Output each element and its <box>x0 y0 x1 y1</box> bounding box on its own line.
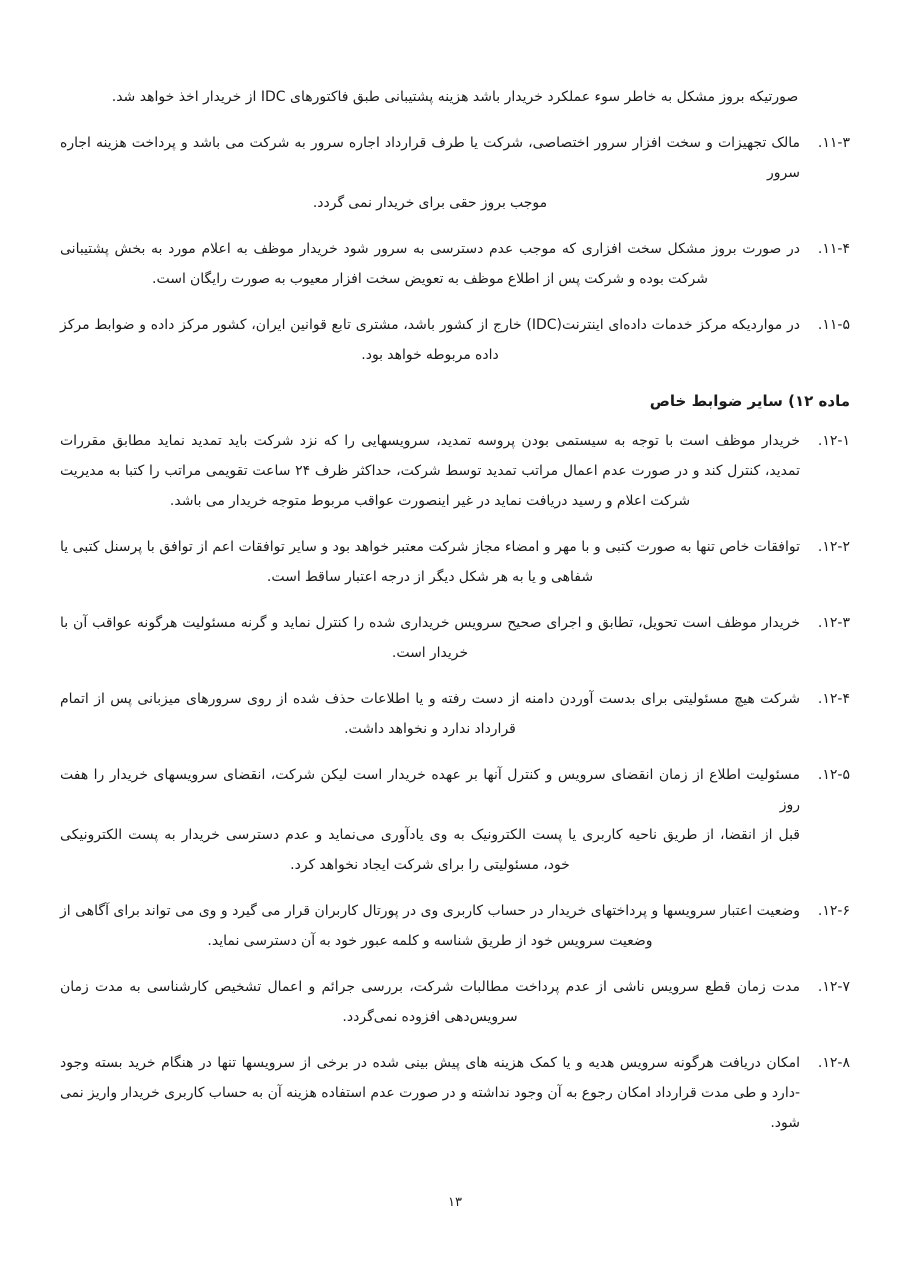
clause-line: شرکت بوده و شرکت پس از اطلاع موظف به تعویض سخت افزار معیوب به صورت رایگان است. <box>152 271 708 287</box>
clause-line: شرکت هیچ مسئولیتی برای بدست آوردن دامنه از دست رفته و یا اطلاعات حذف شده از روی سرورهای میزبانی پس از اتمام <box>60 691 800 707</box>
clause-number: ۱۲-۷. <box>817 979 850 995</box>
article-12-heading: ماده ۱۲) سایر ضوابط خاص <box>649 392 850 410</box>
clause-number: ۱۲-۵. <box>817 767 850 783</box>
clause-11-4 <box>60 234 850 294</box>
clause-line: خریدار موظف است تحویل، تطابق و اجرای صحیح سرویس خریداری شده را کنترل نماید و گرنه مسئولیت هرگونه عواقب آن با <box>60 615 800 631</box>
clause-number: ۱۱-۴. <box>817 241 850 257</box>
clause-text <box>60 310 800 370</box>
clause-text <box>60 128 800 218</box>
paragraph-continuation: صورتیکه بروز مشکل به خاطر سوء عملکرد خریدار باشد هزینه پشتیبانی طبق فاکتورهای IDC از خریدار اخذ خواهد شد. <box>111 89 799 105</box>
clause-number: ۱۲-۱. <box>817 433 850 449</box>
clause-number: ۱۲-۳. <box>817 615 850 631</box>
clause-12-6 <box>60 896 850 956</box>
clause-line: داده مربوطه خواهد بود. <box>361 347 499 363</box>
clause-11-5 <box>60 310 850 370</box>
clause-line: قبل از انقضا، از طریق ناحیه کاربری یا پست الکترونیک به وی یادآوری می‌نماید و عدم دسترسی خریدار به پست الکترونیکی <box>60 827 800 843</box>
clause-12-8 <box>60 1048 850 1138</box>
clause-line: قرارداد ندارد و نخواهد داشت. <box>344 721 516 737</box>
clause-text <box>60 896 800 956</box>
clause-text <box>60 1048 800 1138</box>
clause-number: ۱۲-۴. <box>817 691 850 707</box>
clause-number: ۱۱-۵. <box>817 317 850 333</box>
clause-line: تمدید، کنترل کند و در صورت عدم اعمال مراتب تمدید توسط شرکت، حداکثر ظرف ۲۴ ساعت تقویمی مراتب را کتبا به مدیریت <box>60 463 800 479</box>
clause-line: امکان دریافت هرگونه سرویس هدیه و یا کمک هزینه های پیش بینی شده در برخی از سرویسها تنها در هنگام خرید بسته وجود <box>60 1055 800 1071</box>
clause-11-3 <box>60 128 850 218</box>
clause-line: خریدار است. <box>391 645 469 661</box>
clause-line: سرویس‌دهی افزوده نمی‌گردد. <box>342 1009 518 1025</box>
clause-line: در صورت بروز مشکل سخت افزاری که موجب عدم دسترسی به سرور شود خریدار موظف به اعلام مورد به بخش پشتیبانی <box>60 241 800 257</box>
clause-text <box>60 760 800 880</box>
clause-line: توافقات خاص تنها به صورت کتبی و با مهر و امضاء مجاز شرکت معتبر خواهد بود و سایر توافقات اعم از توافق با پرسنل کتبی یا <box>60 539 800 555</box>
clause-text <box>60 972 800 1032</box>
clause-12-4 <box>60 684 850 744</box>
clause-line: در مواردیکه مرکز خدمات داده‌ای اینترنت(IDC) خارج از کشور باشد، مشتری تابع قوانین ایران، کشور مرکز داده و ضوابط مرکز <box>60 317 800 333</box>
clause-number: ۱۱-۳. <box>817 135 850 151</box>
clause-text <box>60 234 800 294</box>
clause-number: ۱۲-۶. <box>817 903 850 919</box>
clause-line: وضعیت سرویس خود از طریق شناسه و کلمه عبور خود به آن دسترسی نماید. <box>207 933 653 949</box>
clause-line: خود، مسئولیتی را برای شرکت ایجاد نخواهد کرد. <box>290 857 570 873</box>
clause-line: شود. <box>770 1115 800 1131</box>
article-12-clauses <box>60 426 850 1138</box>
clause-text <box>60 608 800 668</box>
clause-line: مسئولیت اطلاع از زمان انقضای سرویس و کنترل آنها بر عهده خریدار است لیکن شرکت، انقضای سرویسهای خریدار را هفت روز <box>60 767 800 813</box>
clause-12-7 <box>60 972 850 1032</box>
clause-line: موجب بروز حقی برای خریدار نمی گردد. <box>312 195 548 211</box>
clause-12-1 <box>60 426 850 516</box>
article-11-clauses <box>60 128 850 370</box>
clause-text <box>60 426 800 516</box>
clause-line: خریدار موظف است با توجه به سیستمی بودن پروسه تمدید، سرویسهایی را که نزد شرکت باید تمدید نماید مطابق مقررات <box>60 433 800 449</box>
clause-text <box>60 532 800 592</box>
clause-12-5 <box>60 760 850 880</box>
clause-number: ۱۲-۲. <box>817 539 850 555</box>
page-number: ۱۳ <box>448 1195 462 1210</box>
clause-line: -دارد و طی مدت قرارداد امکان رجوع به آن وجود نداشته و در صورت عدم استفاده هزینه آن به حساب کاربری خریدار واریز نمی <box>60 1085 800 1101</box>
clause-line: مدت زمان قطع سرویس ناشی از عدم پرداخت مطالبات شرکت، بررسی جرائم و اعمال تشخیص کارشناسی به مدت زمان <box>60 979 800 995</box>
clause-line: شرکت اعلام و رسید دریافت نماید در غیر اینصورت عواقب مربوط متوجه خریدار می باشد. <box>169 493 691 509</box>
clause-line: شفاهی و یا به هر شکل دیگر از درجه اعتبار ساقط است. <box>266 569 594 585</box>
clause-number: ۱۲-۸. <box>817 1055 850 1071</box>
clause-line: وضعیت اعتبار سرویسها و پرداختهای خریدار در حساب کاربری وی در پورتال کاربران قرار می گیرد و وی می تواند برای آگاهی از <box>60 903 800 919</box>
clause-line: مالک تجهیزات و سخت افزار سرور اختصاصی، شرکت یا طرف قرارداد اجاره سرور به شرکت می باشد و پرداخت هزینه اجاره سرور <box>60 135 800 181</box>
clause-12-3 <box>60 608 850 668</box>
clause-12-2 <box>60 532 850 592</box>
clause-text <box>60 684 800 744</box>
